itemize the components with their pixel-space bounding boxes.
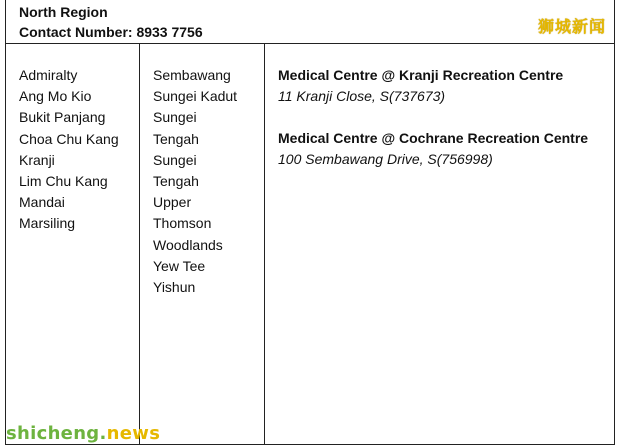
centre-address: 100 Sembawang Drive, S(756998) [278, 151, 493, 167]
list-item: Upper [153, 194, 192, 211]
list-item: Woodlands [153, 236, 223, 253]
table-header [6, 0, 614, 44]
medical-centres [278, 65, 608, 191]
watermark-bottom-main: shicheng. [6, 423, 107, 444]
watermark-bottom [6, 423, 160, 444]
list-item: Yishun [153, 279, 196, 296]
list-item: Sungei Kadut [153, 88, 238, 105]
watermark-top: 狮城新闻 [537, 17, 606, 36]
centre-name: Medical Centre @ Kranji Recreation Centre [278, 67, 564, 83]
list-item: Tengah [153, 130, 199, 147]
list-item: Admiralty [19, 67, 78, 83]
list-item: Yew Tee [153, 257, 206, 274]
list-item: Sembawang [153, 67, 231, 83]
list-item: Kranji [19, 151, 55, 168]
area-list-column-1 [19, 65, 119, 235]
centre-address: 11 Kranji Close, S(737673) [278, 88, 446, 104]
region-title: North Region [19, 4, 108, 20]
centre-name: Medical Centre @ Cochrane Recreation Centre [278, 130, 589, 146]
contact-number: Contact Number: 8933 7756 [19, 24, 203, 40]
list-item: Bukit Panjang [19, 109, 106, 126]
column-divider [139, 44, 140, 444]
column-divider [264, 44, 265, 444]
centre-entry [278, 128, 608, 170]
list-item: Lim Chu Kang [19, 173, 108, 190]
list-item: Ang Mo Kio [19, 88, 92, 105]
list-item: Tengah [153, 173, 199, 190]
centre-entry [278, 65, 608, 107]
list-item: Thomson [153, 215, 212, 232]
region-table [5, 0, 615, 445]
list-item: Marsiling [19, 215, 76, 232]
watermark-bottom-tail: news [106, 423, 161, 444]
list-item: Sungei [153, 109, 197, 126]
area-list-column-2 [153, 65, 237, 298]
list-item: Sungei [153, 151, 197, 168]
list-item: Mandai [19, 194, 65, 211]
list-item: Choa Chu Kang [19, 130, 119, 147]
